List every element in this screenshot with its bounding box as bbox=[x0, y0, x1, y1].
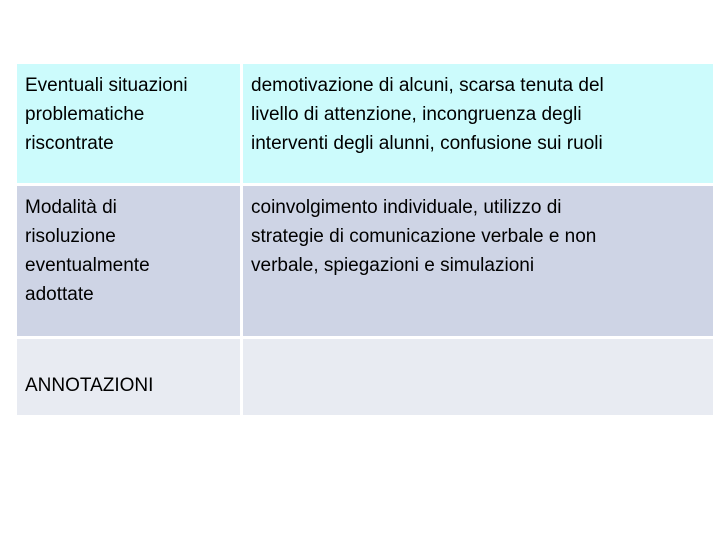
annotations-value-cell[interactable] bbox=[243, 339, 713, 418]
table-row-resolution-methods bbox=[17, 186, 713, 339]
row-label-cell bbox=[17, 186, 243, 339]
row-value-resolution-methods: coinvolgimento individuale, utilizzo di strategie di comunicazione verbale e non verbale, spiegazioni e simulazioni bbox=[251, 197, 597, 276]
row-label-resolution-methods: Modalità di risoluzione eventualmente adottate bbox=[25, 197, 150, 305]
table-row-annotations bbox=[17, 339, 713, 418]
report-table bbox=[17, 64, 713, 418]
row-label-problematic-situations: Eventuali situazioni problematiche riscontrate bbox=[25, 75, 188, 154]
row-label-annotations: ANNOTAZIONI bbox=[25, 374, 154, 396]
row-value-cell bbox=[243, 64, 713, 186]
table-row-problematic-situations bbox=[17, 64, 713, 186]
row-label-cell bbox=[17, 64, 243, 186]
row-value-problematic-situations: demotivazione di alcuni, scarsa tenuta del livello di attenzione, incongruenza degli interventi degli alunni, confusione sui ruoli bbox=[251, 75, 604, 154]
row-value-cell bbox=[243, 186, 713, 339]
row-label-cell bbox=[17, 339, 243, 418]
